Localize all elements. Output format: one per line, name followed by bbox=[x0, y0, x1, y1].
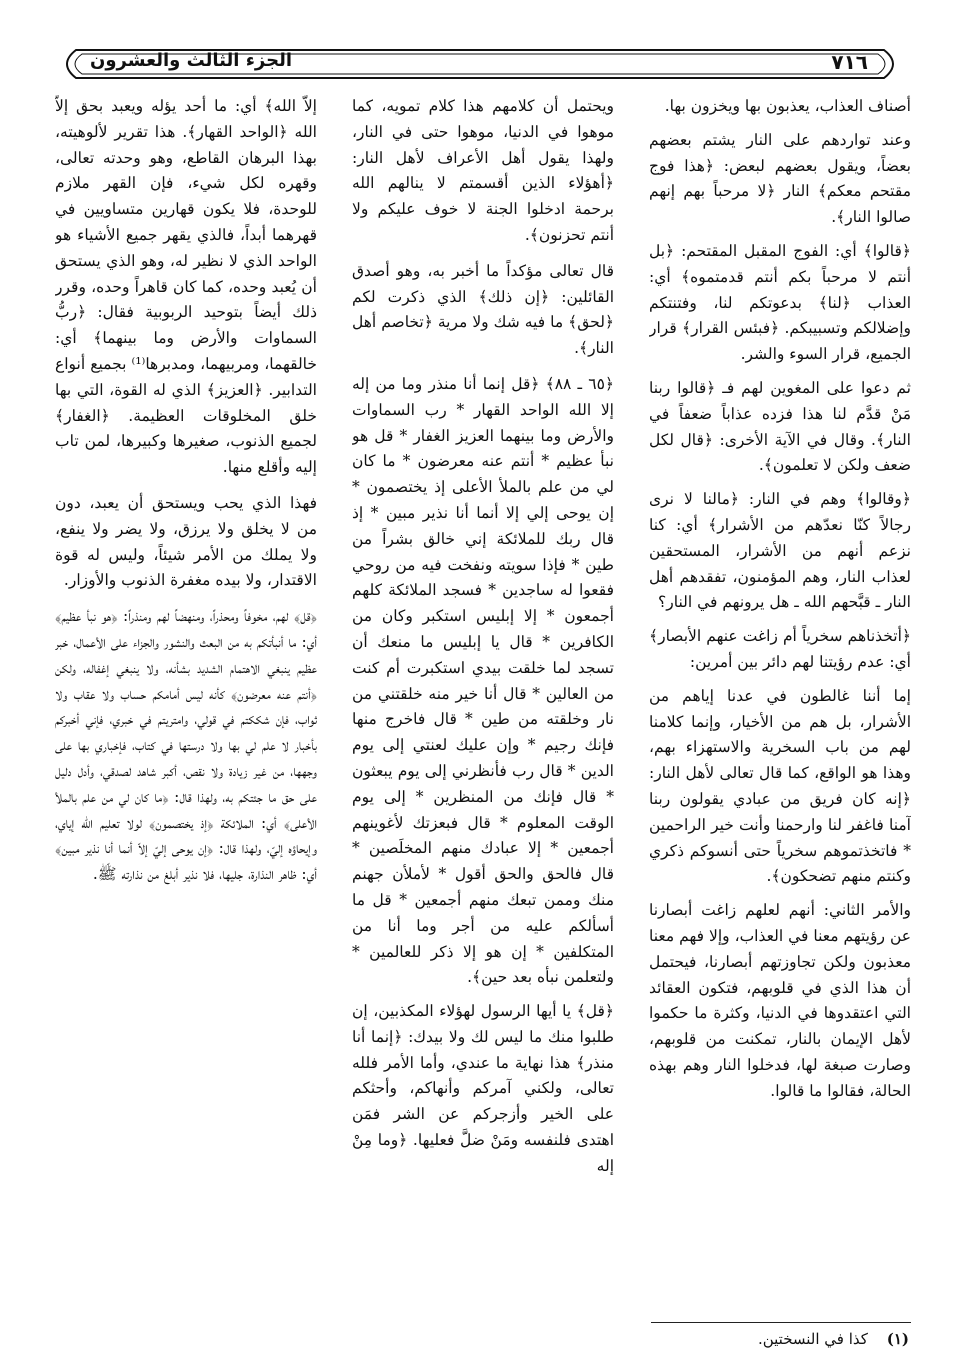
paragraph: ﴿أتخذناهم سخرياً أم زاغت عنهم الأبصار﴾ أي: عدم رؤيتنا لهم دائر بين أمرين: bbox=[649, 627, 911, 671]
footnote-text: كذا في النسختين. bbox=[757, 1330, 868, 1348]
paragraph: ويحتمل أن كلامهم هذا كلام تمويه، كما موهوا في الدنيا، موهوا حتى في النار، ولهذا يقول أهل الأعراف لأهل النار: ﴿أهؤلاء الذين أقسمتم لا ينالهم الله برحمة ادخلوا الجنة لا خوف عليكم ولا أنتم تحزنون﴾. bbox=[352, 97, 614, 244]
paragraph: ﴿وقالوا﴾ وهم في النار: ﴿مالنا لا نرى رجالاً كنّا نعدّهم من الأشرار﴾ أي: كنا نزعم أنهم من الأشرار، المستحقين لعذاب النار، وهم المؤمنون، تفقدهم أهل النار ـ قبَّحهم الله ـ هل يرونهم في النار؟ bbox=[649, 490, 911, 612]
paragraph: فهذا الذي يحب ويستحق أن يعبد، دون من لا يخلق ولا يرزق، ولا يضر ولا ينفع، ولا يملك من الأمر شيئاً، وليس له قوة الاقتدار، ولا بيده مغفرة الذنوب والأوزار. bbox=[55, 493, 317, 590]
page-header bbox=[52, 44, 908, 84]
text-column-left bbox=[55, 94, 317, 1304]
part-title: الجزء الثالث والعشرون bbox=[90, 50, 293, 71]
verse-block: ﴿٦٥ ـ ٨٨﴾ ﴿قل إنما أنا منذر وما من إله إلا الله الواحد القهار * رب السماوات والأرض وما بينهما العزيز الغفار * قل هو نبأ عظيم * أنتم عنه معرضون * ما كان لي من علم بالملأ الأعلى إذ يختصمون * إن يوحى إلي إلا أنما أنا نذير مبين * إذ قال ربك للملائكة إني خالق بشراً من طين * فإذا سويته ونفخت فيه من روحي فقعوا له ساجدين * فسجد الملائكة كلهم أجمعون * إلا إبليس استكبر وكان من الكافرين * قال يا إبليس ما منعك أن تسجد لما خلقت بيدي استكبرت أم كنت من العالين * قال أنا خير منه خلقتني من نار وخلقته من طين * قال فاخرج منها فإنك رجيم * وإن عليك لعنتي إلى يوم الدين * قال رب فأنظرني إلى يوم يبعثون * قال فإنك من المنظرين * إلى يوم الوقت المعلوم * قال فبعزتك لأغوينهم أجمعين * إلا عبادك منهم المخلَصين * قال فالحق والحق أقول * لأملأن جهنم منك وممن تبعك منهم أجمعين * قل ما أسألكم عليه من أجر وما أنا من المتكلفين * إن هو إلا ذكر للعالمين * ولتعلمن نبأه بعد حين﴾. bbox=[352, 374, 614, 987]
paragraph: ﴿قل﴾ لهم، مخوفاً ومحذراً، ومنهضاً لهم ومنذراً: ﴿هو نبأ عظيم﴾ أي: ما أنبأتكم به من البعث والنشور والجزاء على الأعمال، خبر عظيم ينبغي الاهتمام الشديد بشأنه، ولا ينبغي إغفاله، ولكن ﴿أنتم عنه معرضون﴾ كأنه ليس أمامكم حساب ولا عقاب ولا ثواب، فإن شككتم في قولي، وامتريتم في خبري، فإني أخبركم بأخبار لا علم لي بها ولا درستها في كتاب، فإخباري بها على وجهها، من غير زيادة ولا نقص، أكبر شاهد لصدقي، وأدل دليل على حق ما جئتكم به، ولهذا قال: ﴿ما كان لي من علم بالملأ الأعلى﴾ أي: الملائكة ﴿إذ يختصمون﴾ لولا تعليم الله إياي، وإيحاؤه إليّ، ولهذا قال: ﴿إن يوحى إليّ إلاّ أنما أنا نذير مبين﴾ أي: ظاهر النذارة، جليها، فلا نذير أبلغ من نذارته ﷺ. bbox=[55, 607, 317, 884]
text-column-right bbox=[649, 94, 911, 1304]
paragraph: ﴿قالوا﴾ أي: الفوج المقبل المقتحم: ﴿بل أنتم لا مرحباً بكم أنتم قدمتموه﴾ أي: العذاب ﴿لنا﴾ بدعوتكم لنا، وفتنتكم وإضلالكم وتسبيبكم. ﴿فبئس القرار﴾ قرار الجميع، قرار السوء والشر. bbox=[649, 241, 911, 364]
paragraph: وعند تواردهم على النار يشتم بعضهم بعضاً، ويقول بعضهم لبعض: ﴿هذا فوج مقتحم معكم﴾ النار ﴿لا مرحباً بهم إنهم صالوا النار﴾. bbox=[649, 130, 911, 227]
paragraph: ﴿قل﴾ يا أيها الرسول لهؤلاء المكذبين، إن طلبوا منك ما ليس لك ولا بيدك: ﴿إنما أنا منذر﴾ هذا نهاية ما عندي، وأما الأمر فلله تعالى، ولكني آمركم وأنهاكم، وأحثكم على الخير وأزجركم عن الشر فمَن اهتدى فلنفسه ومَنْ ضلَّ فعليها. ﴿وما مِنْ إله bbox=[352, 1002, 614, 1175]
paragraph: إلاّ الله﴾ أي: ما أحد يؤله ويعبد بحق إلاّ الله ﴿الواحد القهار﴾. هذا تقرير لألوهيته، بهذا البرهان القاطع، وهو وحدته تعالى، وقهره لكل شيء، فإن القهر ملازم للوحدة، فلا يكون قهارين متساويين في قهرهما أبداً، فالذي يقهر جميع الأشياء هو الواحد الذي لا نظير له، وهو الذي يستحق أن يُعبد وحده، كما كان قاهراً وحده، وقرر ذلك أيضاً بتوحيد الربوبية فقال: ﴿ربُّ السماوات والأرض وما بينهما﴾ أي: خالقهما، ومربيهما، ومدبرها⁽¹⁾ بجميع أنواع التدابير. ﴿العزيز﴾ الذي له القوة، التي بها خلق المخلوقات العظيمة. ﴿الغفار﴾ لجميع الذنوب، صغيرها وكبيرها، لمن تاب إليه وأقلع منها. bbox=[55, 97, 317, 477]
footnote bbox=[758, 1330, 909, 1348]
footnote-number: (١) bbox=[886, 1330, 909, 1348]
page-number: ٧١٦ bbox=[831, 50, 868, 74]
paragraph: أصناف العذاب، يعذبون بها ويخزون بها. bbox=[664, 97, 911, 115]
paragraph: قال تعالى مؤكداً ما أخبر به، وهو أصدق القائلين: ﴿إن ذلك﴾ الذي ذكرت لكم ﴿لحق﴾ ما فيه شك ولا مرية ﴿تخاصم أهل النار﴾. bbox=[352, 261, 614, 358]
text-column-middle bbox=[352, 94, 614, 1304]
paragraph: والأمر الثاني: أنهم لعلهم زاغت أبصارنا عن رؤيتهم معنا في العذاب، وإلا فهم معنا معذبون ولكن تجاوزتهم أبصارنا، فيحتمل أن هذا الذي في قلوبهم، فتكون العقائد التي اعتقدوها في الدنيا، وكثرة ما حكموا لأهل الإيمان بالنار، تمكنت من قلوبهم، وصارت صبغة لها، فدخلوا النار وهم بهذه الحالة، فقالوا ما قالوا. bbox=[649, 901, 911, 1100]
paragraph: إما أننا غالطون في عدنا إياهم من الأشرار، بل هم من الأخيار، وإنما كلامنا لهم من باب السخرية والاستهزاء بهم، وهذا هو الواقع، كما قال تعالى لأهل النار: ﴿إنه كان فريق من عبادي يقولون ربنا آمنا فاغفر لنا وارحمنا وأنت خير الراحمين * فاتخذتموهم سخرياً حتى أنسوكم ذكري وكنتم منهم تضحكون﴾. bbox=[649, 686, 911, 886]
footnote-divider bbox=[651, 1322, 911, 1323]
paragraph: ثم دعوا على المغوين لهم فـ ﴿قالوا ربنا مَنْ قدَّم لنا هذا فزده عذاباً ضعفاً في النار﴾. وقال في الآية الأخرى: ﴿قال لكل ضعف ولكن لا تعلمون﴾. bbox=[649, 378, 911, 475]
